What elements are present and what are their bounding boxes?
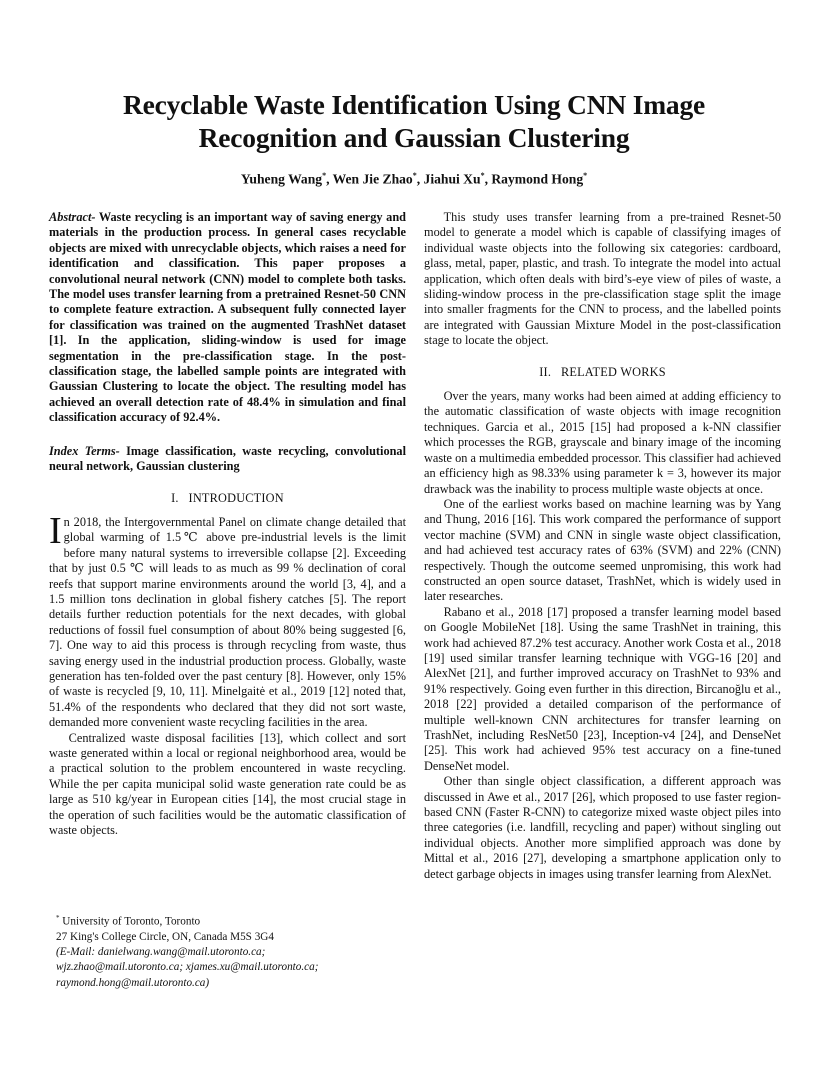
section-heading-introduction: [49, 491, 406, 506]
abstract: [49, 210, 406, 426]
related-paragraph-2: One of the earliest works based on machine learning was by Yang and Thung, 2016 [16]. This work compared the performance of support vector machine (SVM) and CNN in single waste object classification, and had achieved test accuracy rates of 63% (SVM) and 22% (CNN) respectively. Though the outcome seemed unpromising, this work had constructed an open source dataset, TrashNet, which is widely used in later researches.: [424, 496, 781, 604]
footnote-mark: *: [56, 914, 60, 922]
section-numeral: II.: [539, 364, 552, 379]
index-terms: [49, 444, 406, 475]
author-name: Jiahui Xu: [423, 171, 481, 187]
author-name: Yuheng Wang: [240, 171, 323, 187]
index-terms-label: Index Terms-: [49, 443, 120, 458]
section-title-initial: R: [560, 364, 570, 379]
related-paragraph-4: Other than single object classification, a different approach was discussed in Awe et al., 2017 [26], which proposed to use faster region-based CNN (Faster R-CNN) to categorize mixed waste object piles into three categories (i.e. landfill, recycling and paper) without singling out individual objects. Another more simplified approach was done by Mittal et al., 2016 [27], developing a smartphone application only to detect garbage objects in images using transfer learning from AlexNet.: [424, 774, 781, 881]
section-title-initial: I: [188, 490, 193, 505]
author-name: Wen Jie Zhao: [332, 171, 413, 187]
author-name: Raymond Hong: [491, 171, 584, 187]
abstract-label: Abstract-: [49, 210, 96, 224]
drop-cap: I: [49, 509, 62, 552]
footnote-affiliation: [56, 911, 406, 930]
author-separator: ,: [484, 171, 492, 187]
title-line-2: Recognition and Gaussian Clustering: [198, 122, 630, 153]
intro-paragraph-1: [49, 509, 406, 731]
footnote-email-line-1: (E-Mail: danielwang.wang@mail.utoronto.ca;: [56, 946, 266, 959]
abstract-text: Waste recycling is an important way of saving energy and materials in the production process. In general cases recyclable objects are mixed with unrecyclable objects, which raises a need for identification and classification. This paper proposes a convolutional neural network (CNN) model to complete both tasks. The model uses transfer learning from a pretrained Resnet-50 CNN to complete feature extraction. A subsequent fully connected layer for classification was trained on the augmented TrashNet dataset [1]. In the application, sliding-window is used for image segmentation in the pre-classification stage. In the post-classification stage, the labelled sample points are integrated with Gaussian Clustering to locate the object. The resulting model has achieved an overall detection rate of 48.4% in simulation and final classification accuracy of 92.4%.: [49, 210, 406, 425]
related-paragraph-3: Rabano et al., 2018 [17] proposed a transfer learning model based on Google MobileNet [18]. Using the same TrashNet in training, this work had achieved 87.2% test accuracy. Another work Costa et al., 2018 [19] used similar transfer learning technique with VGG-16 [20] and AlexNet [21], and further improved accuracy on TrashNet to 93% and 91% respectively. Going even further in this direction, Bircanoğlu et al., 2018 [22] provided a detailed comparison of the performance of multiple well-known CNN architectures for transfer learning on TrashNet, including ResNet50 [23], Inception-v4 [24], and DenseNet [25]. This work had achieved 95% test accuracy on a fine-tuned DenseNet model.: [424, 604, 781, 773]
paper-title: [40, 88, 788, 154]
intro-paragraph-2: Centralized waste disposal facilities [13], which collect and sort waste generated within a local or regional neighborhood area, would be a practical solution to the problem encountered in waste recycling. While the per capita municipal solid waste generation rate could be as large as 510 kg/year in European cities [14], the most crucial stage in the operation of such facilities would be the automatic classification of waste objects.: [49, 730, 406, 838]
right-column: [424, 210, 781, 882]
footnote-email-line-3: raymond.hong@mail.utoronto.ca): [56, 976, 210, 989]
title-line-1: Recyclable Waste Identification Using CNN Image: [122, 89, 706, 120]
related-paragraph-1: Over the years, many works had been aimed at adding efficiency to the automatic classification of waste objects with image recognition techniques. Garcia et al., 2015 [15] had proposed a k-NN classifier which processes the RGB, grayscale and binary image of the incoming waste on a multimedia embedded processor. This classifier had achieved an efficiency high as 98.33% using parameter k = 3, however its major drawback was the inability to process multiple waste objects at once.: [424, 389, 781, 496]
footnote-email-line-2: wjz.zhao@mail.utoronto.ca; xjames.xu@mail.utoronto.ca;: [56, 961, 319, 974]
author-mark: *: [412, 171, 417, 180]
intro-paragraph-1-text: n 2018, the Intergovernmental Panel on climate change detailed that global warming of 1.5℃ above pre-industrial levels is the limit before many natural systems to irreversible collapse [2]. Exceeding that by just 0.5 ℃ will leads to as much as 99 % declination of coral reefs that support marine environments around the world [3, 4], and a 1.5 million tons declination in global fishery catches [5]. The report details further reduction potentials for the next decades, with global reductions of fossil fuel consumption of about 80% being suggested [6, 7]. One way to aid this process is through recycling from waste, thus saving energy used in the industrial production process. Globally, waste generation has ten-folded over the past century [8]. However, only 15% of waste is recycled [9, 10, 11]. Minelgaitė et al., 2019 [12] noted that, 51.4% of the respondents who declared that they did not sort waste, demanded more convenient waste recycling facilities in the area.: [49, 514, 406, 730]
author-separator: ,: [326, 171, 333, 187]
section-title-rest: NTRODUCTION: [192, 490, 284, 505]
section-title-initial: W: [620, 364, 633, 379]
index-terms-text: Image classification, waste recycling, convolutional neural network, Gaussian clustering: [49, 443, 406, 474]
author-mark: *: [583, 171, 588, 180]
section-title-rest: ELATED: [569, 364, 618, 379]
left-column: [49, 210, 406, 838]
footnote-address: 27 King's College Circle, ON, Canada M5S 3G4: [56, 930, 274, 943]
author-separator: ,: [416, 171, 424, 187]
intro-paragraph-3: This study uses transfer learning from a pre-trained Resnet-50 model to generate a model which is capable of classifying images of individual waste objects into the following six categories: cardboard, glass, metal, paper, plastic, and trash. To integrate the model into actual application, which often deals with bird’s-eye view of piles of waste, a sliding-window process in the pre-classification stage split the image into smaller fragments for the CNN to process, and the labelled points are integrated with Gaussian Mixture Model in the post-classification stage to locate the object.: [424, 210, 781, 348]
section-numeral: I.: [171, 490, 179, 505]
footnote: [56, 911, 406, 991]
affiliation-text: University of Toronto, Toronto: [59, 915, 201, 928]
author-mark: *: [322, 171, 327, 180]
author-list: [40, 171, 788, 188]
section-heading-related-works: [424, 365, 781, 380]
author-mark: *: [480, 171, 485, 180]
section-title-rest: ORKS: [632, 364, 666, 379]
